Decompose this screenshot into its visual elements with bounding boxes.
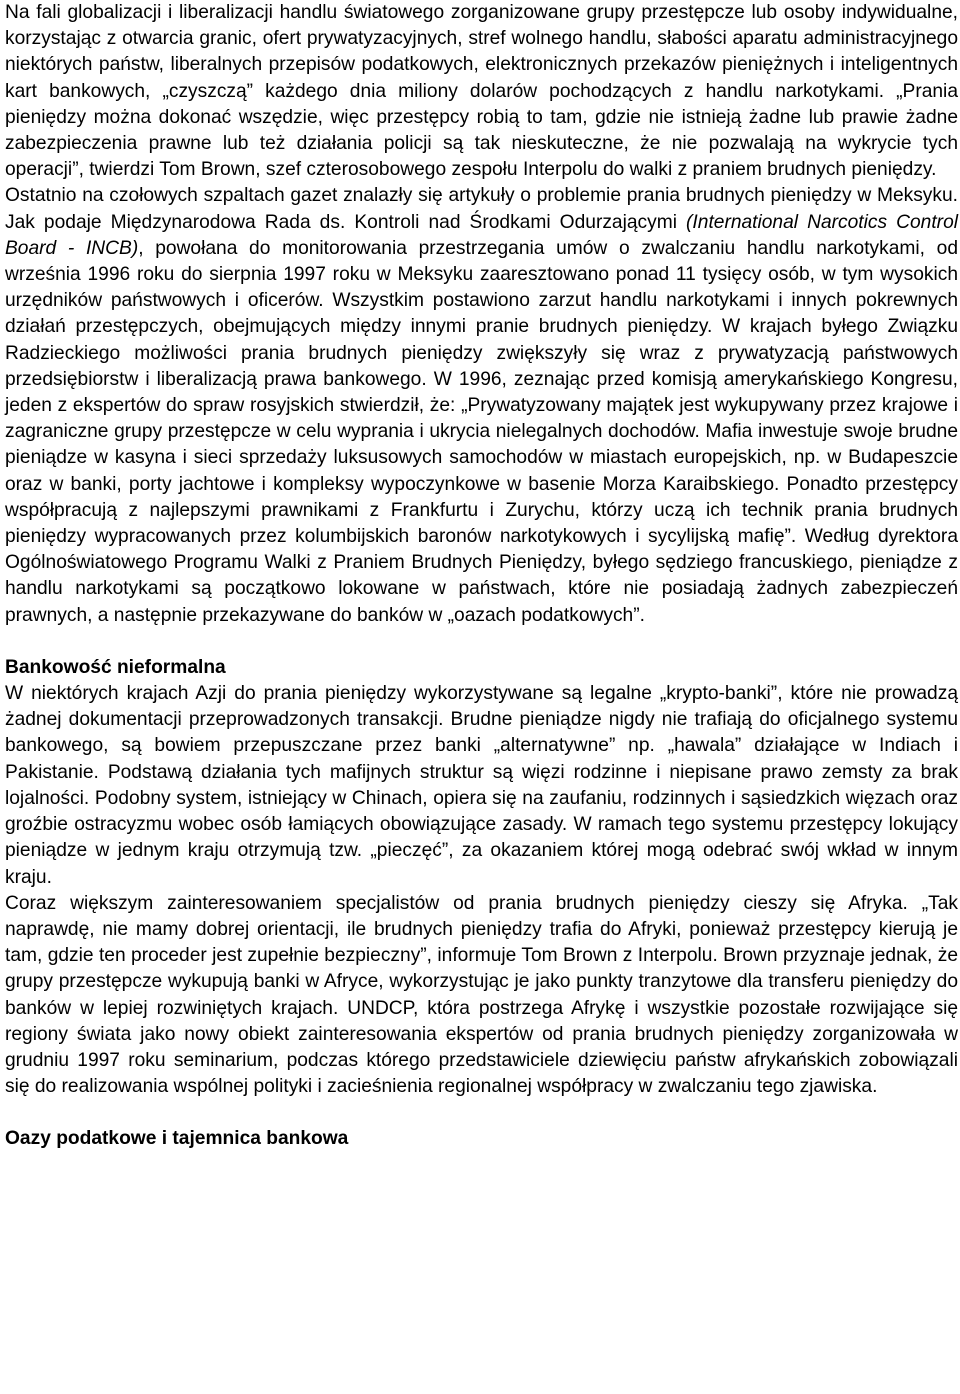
section-spacer [5, 1100, 958, 1126]
section-heading-informal-banking: Bankowość nieformalna [5, 656, 226, 678]
document-page [5, 0, 958, 1153]
incb-name-italic: (International Narcotics Control Board - INCB) [5, 211, 959, 259]
section-spacer [5, 629, 958, 655]
intro-paragraph: Na fali globalizacji i liberalizacji handlu światowego zorganizowane grupy przestępcze lub osoby indywidualne, korzystając z otwarcia granic, ofert prywatyzacyjnych, stref wolnego handlu, słabości aparatu administracyjnego niektórych państw, liberalnych przepisów podatkowych, elektronicznych przekazów pieniężnych i inteligentnych kart bankowych, „czyszczą” każdego dnia miliony dolarów pochodzących z handlu narkotykami. „Prania pieniędzy można dokonać wszędzie, więc przestępcy robią to tam, gdzie nie istnieją żadne lub prawie żadne zabezpieczenia prawne lub też działania policji są tak nieskuteczne, że nie pozwalają na wykrycie tych operacji”, twierdzi Tom Brown, szef czterosobowego zespołu Interpolu do walki z praniem brudnych pieniędzy. [5, 2, 958, 181]
mexico-paragraph-text-b: , powołana do monitorowania przestrzegania umów o zwalczaniu handlu narkotykami, od września 1996 roku do sierpnia 1997 roku w Meksyku zaaresztowano ponad 11 tysięcy osób, w tym wysokich urzędników państwowych i oficerów. Wszystkim postawiono zarzut handlu narkotykami i innych pokrewnych działań przestępczych, obejmujących między innymi pranie brudnych pieniędzy. W krajach byłego Związku Radzieckiego możliwości prania brudnych pieniędzy zwiększyły się wraz z prywatyzacją państwowych przedsiębiorstw i liberalizacją prawa bankowego. W 1996, zeznając przed komisją amerykańskiego Kongresu, jeden z ekspertów do spraw rosyjskich stwierdził, że: „Prywatyzowany majątek jest wykupywany przez krajowe i zagraniczne grupy przestępcze w celu wyprania i ukrycia nielegalnych dochodów. Mafia inwestuje swoje brudne pieniądze w kasyna i sieci sprzedaży luksusowych samochodów w miastach europejskich, np. w Budapeszcie oraz w banki, porty jachtowe i kompleksy wypoczynkowe w basenie Morza Karaibskiego. Ponadto przestępcy współpracują z najlepszymi prawnikami z Frankfurtu i Zurychu, którzy uczą ich technik prania brudnych pieniędzy wypracowanych przez kolumbijskich baronów narkotykowych i sycylijską mafię”. Według dyrektora Ogólnoświatowego Programu Walki z Praniem Brudnych Pieniędzy, byłego sędziego francuskiego, pieniądze z handlu narkotykami są początkowo lokowane w państwach, które nie posiadają żadnych zabezpieczeń prawnych, a następnie przekazywane do banków w „oazach podatkowych”. [5, 237, 958, 626]
section-heading-tax-havens: Oazy podatkowe i tajemnica bankowa [5, 1128, 349, 1150]
mexico-paragraph-text-a: Ostatnio na czołowych szpaltach gazet znalazły się artykuły o problemie prania brudnych pieniędzy w Meksyku. Jak podaje Międzynarodowa Rada ds. Kontroli nad Środkami Odurzającymi [5, 185, 958, 233]
informal-banking-paragraph: W niektórych krajach Azji do prania pieniędzy wykorzystywane są legalne „krypto-banki”, które nie prowadzą żadnej dokumentacji przeprowadzonych transakcji. Brudne pieniądze nigdy nie trafiają do oficjalnego systemu bankowego, są bowiem przepuszczane przez banki „alternatywne” np. „hawala” działające w Indiach i Pakistanie. Podstawą działania tych mafijnych struktur są więzi rodzinne i niepisane prawo zemsty za brak lojalności. Podobny system, istniejący w Chinach, opiera się na zaufaniu, rodzinnych i sąsiedzkich więzach oraz groźbie ostracyzmu wobec osób łamiących obowiązujące zasady. W ramach tego systemu przestępcy lokujący pieniądze w jednym kraju otrzymują tzw. „pieczęć”, za okazaniem której mogą odebrać swój wkład w innym kraju. [5, 683, 958, 888]
africa-paragraph: Coraz większym zainteresowaniem specjalistów od prania brudnych pieniędzy cieszy się Afryka. „Tak naprawdę, nie mamy dobrej orientacji, ile brudnych pieniędzy trafia do Afryki, ponieważ przestępcy kierują je tam, gdzie ten proceder jest zupełnie bezpieczny”, informuje Tom Brown z Interpolu. Brown przyznaje jednak, że grupy przestępcze wykupują banki w Afryce, wykorzystując je jako punkty tranzytowe dla transferu pieniędzy do banków w lepiej rozwiniętych krajach. UNDCP, która postrzega Afrykę i wszystkie pozostałe rozwijające się regiony świata jako nowy obiekt zainteresowania ekspertów od prania brudnych pieniędzy zorganizowała w grudniu 1997 roku seminarium, podczas którego przedstawiciele dziewięciu państw afrykańskich zobowiązali się do realizowania wspólnej polityki i zacieśnienia regionalnej współpracy w zwalczaniu tego zjawiska. [5, 892, 958, 1098]
mexico-paragraph [5, 183, 958, 628]
